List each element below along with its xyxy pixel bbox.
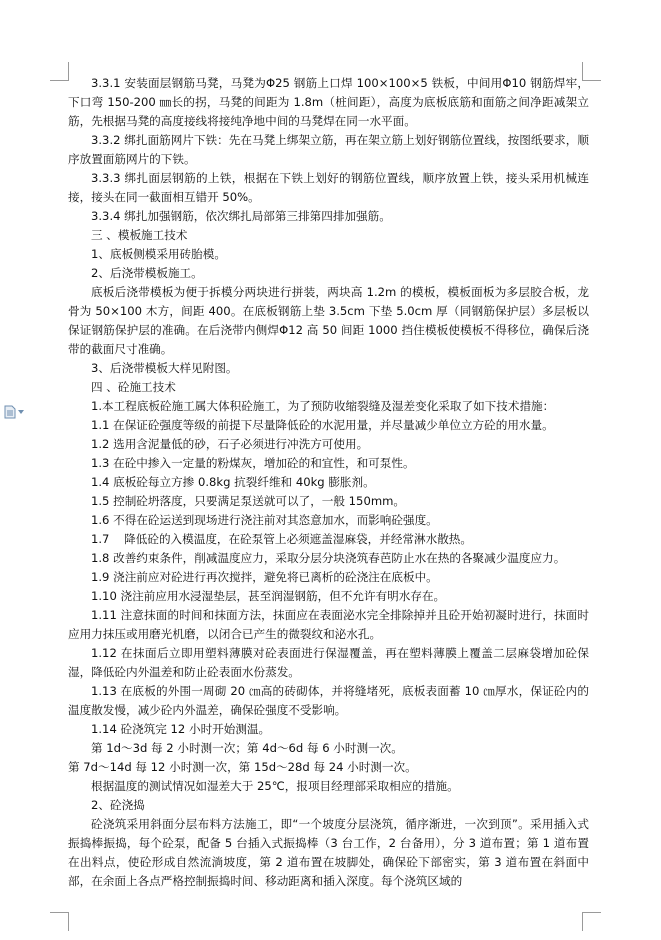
temperature-schedule-line-1: 第 1d～3d 每 2 小时测一次；第 4d～6d 每 6 小时测一次。 xyxy=(91,741,403,755)
document-body xyxy=(68,74,589,891)
paragraph-options-button[interactable] xyxy=(4,404,26,420)
paragraph-3-3-2: 3.3.2 绑扎面筋网片下铁：先在马凳上绑架立筋，再在架立筋上划好钢筋位置线，按图纸要求，顺序放置面筋网片的下铁。 xyxy=(68,133,589,166)
paragraph-concrete-pouring: 砼浇筑采用斜面分层布料方法施工，即“一个坡度分层浇筑，循序渐进，一次到顶”。采用插入式振捣棒振捣，每个砼泵，配备 5 台插入式振捣棒（3 台工作，2 台备用），分 3 道布置；第 1 道布置在出料点，使砼形成自然流淌坡度，第 2 道布置在坡脚处，确保砼下部密实，第 3 道布置在斜面中部，在余面上各点严格控制振捣时间、移动距离和插入深度。每个浇筑区域的 xyxy=(68,817,589,888)
paragraph-1-7: 1.7 降低砼的入模温度，在砼泵管上必须遮盖湿麻袋，并经常淋水散热。 xyxy=(91,532,472,546)
paragraph-post-pour-strip: 底板后浇带模板为便于拆模分两块进行拼装，两块高 1.2m 的模板，模板面板为多层胶合板，龙骨为 50×100 木方，间距 400。在底板钢筋上垫 3.5cm 下垫 5.0cm 厚（同钢筋保护层）多层板以保证钢筋保护层的准确。在后浇带内侧焊Φ12 高 50 间距 1000 挡住模板使模板不得移位，确保后浇带的截面尺寸准确。 xyxy=(68,285,589,356)
dropdown-arrow-icon xyxy=(18,410,24,414)
list-item-formwork-3: 3、后浇带模板大样见附图。 xyxy=(91,361,238,375)
section-heading-concrete: 四 、砼施工技术 xyxy=(91,380,176,394)
paragraph-1-1: 1.1 在保证砼强度等级的前提下尽量降低砼的水泥用量，并尽量减少单位立方砼的用水量。 xyxy=(91,418,554,432)
paragraph-1-6: 1.6 不得在砼运送到现场进行浇注前对其恣意加水，而影响砼强度。 xyxy=(91,513,438,527)
paragraph-1-14: 1.14 砼浇筑完 12 小时开始测温。 xyxy=(91,722,271,736)
paragraph-1-13: 1.13 在底板的外围一周砌 20 ㎝高的砖砌体，并将缝堵死，底板表面蓄 10 ㎝厚水，保证砼内的温度散发慢，减少砼内外温差，确保砼强度不受影响。 xyxy=(68,684,589,717)
paragraph-1-4: 1.4 底板砼每立方掺 0.8kg 抗裂纤维和 40kg 膨胀剂。 xyxy=(91,475,375,489)
paragraph-1-11: 1.11 注意抹面的时间和抹面方法，抹面应在表面泌水完全排除掉并且砼开始初凝时进行，抹面时应用力抹压或用磨光机磨，以闭合已产生的微裂纹和泌水孔。 xyxy=(68,608,589,641)
paragraph-3-3-3: 3.3.3 绑扎面层钢筋的上铁，根据在下铁上划好的钢筋位置线，顺序放置上铁，接头采用机械连接，接头在同一截面相互错开 50%。 xyxy=(68,171,589,204)
paragraph-3-3-1: 3.3.1 安装面层钢筋马凳，马凳为Φ25 钢筋上口焊 100×100×5 铁板，中间用Φ10 钢筋焊牢，下口弯 150-200 ㎜长的拐，马凳的间距为 1.8m（桩间距），高度为底板底筋和面筋之间净距减架立筋，先根据马凳的高度接线将接纯净地中间的马凳焊在同一水平面。 xyxy=(68,76,589,128)
paragraph-1: 1.本工程底板砼施工属大体积砼施工，为了预防收缩裂缝及湿差变化采取了如下技术措施： xyxy=(91,399,555,413)
crop-mark-bottom-right xyxy=(582,912,601,931)
paragraph-1-12: 1.12 在抹面后立即用塑料薄膜对砼表面进行保湿覆盖，再在塑料薄膜上覆盖二层麻袋增加砼保湿，降低砼内外温差和防止砼表面水份蒸发。 xyxy=(68,646,589,679)
paragraph-1-10: 1.10 浇注前应用水浸湿垫层，甚至润湿钢筋，但不允许有明水存在。 xyxy=(91,589,446,603)
paragraph-1-2: 1.2 选用含泥量低的砂，石子必须进行冲洗方可使用。 xyxy=(91,437,369,451)
paragraph-3-3-4: 3.3.4 绑扎加强钢筋，依次绑扎局部第三排第四排加强筋。 xyxy=(91,209,391,223)
paragraph-1-3: 1.3 在砼中掺入一定量的粉煤灰，增加砼的和宜性，和可泵性。 xyxy=(91,456,415,470)
list-item-concrete-2: 2、砼浇捣 xyxy=(91,798,145,812)
paragraph-temperature-measures: 根据温度的测试情况如湿差大于 25℃，报项目经理部采取相应的措施。 xyxy=(91,779,459,793)
section-heading-formwork: 三 、模板施工技术 xyxy=(91,228,188,242)
paragraph-1-8: 1.8 改善约束条件，削减温度应力，采取分层分块浇筑春芭防止水在热的各聚减少温度应力。 xyxy=(91,551,566,565)
temperature-schedule-line-2: 第 7d～14d 每 12 小时测一次，第 15d～28d 每 24 小时测一次。 xyxy=(68,760,417,774)
document-icon xyxy=(4,405,16,419)
list-item-formwork-2: 2、后浇带模板施工。 xyxy=(91,266,203,280)
crop-mark-top-left xyxy=(50,62,69,81)
paragraph-1-9: 1.9 浇注前应对砼进行再次搅拌，避免将已离析的砼浇注在底板中。 xyxy=(91,570,438,584)
list-item-formwork-1: 1、底板侧模采用砖胎模。 xyxy=(91,247,226,261)
crop-mark-bottom-left xyxy=(50,912,69,931)
paragraph-1-5: 1.5 控制砼坍落度，只要满足泵送就可以了，一般 150mm。 xyxy=(91,494,405,508)
